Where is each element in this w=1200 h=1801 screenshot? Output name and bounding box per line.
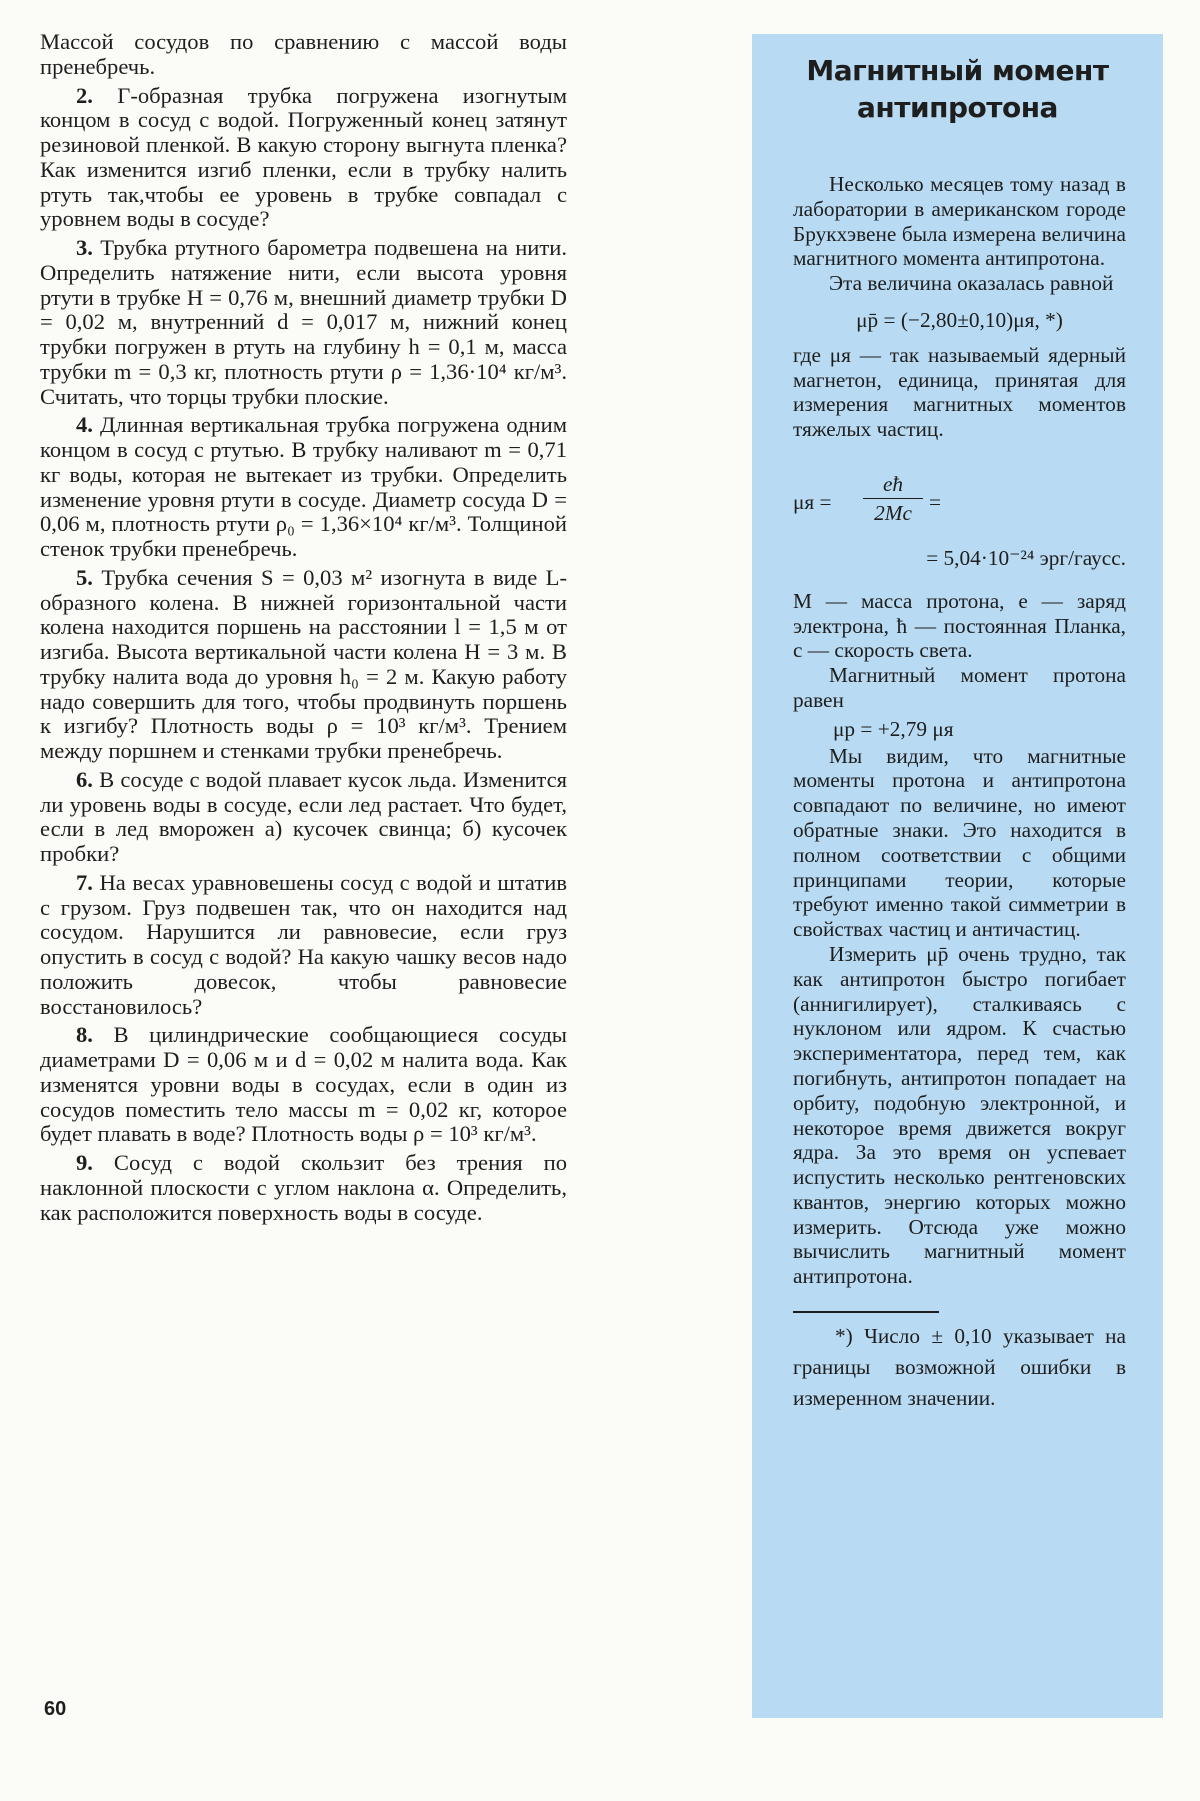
formula-proton-moment: μp = +2,79 μя: [833, 716, 954, 741]
problem-8: [40, 1023, 567, 1147]
problem-5: [40, 566, 567, 764]
sidebar-title-line-2: антипротона: [857, 91, 1058, 124]
page-number: 60: [44, 1698, 67, 1720]
problem-text: Длинная вертикальная трубка погружена одним концом в сосуд с ртутью. В трубку наливают m = 0,71 кг воды, которая не вытекает из трубки. Определить изменение уровня ртути в сосуде. Диаметр сосуда D = 0,06 м, плотность ртути ρ₀ = 1,36×10⁴ кг/м³. Толщиной стенок трубки пренебречь.: [40, 412, 567, 561]
problem-number: 4.: [76, 412, 93, 438]
formula-nuclear-magneton: [793, 470, 1126, 538]
fraction-numerator: eħ: [863, 470, 923, 499]
sidebar-paragraph-3: где μя — так называемый ядерный магнетон, единица, принятая для измерения магнитных моментов тяжелых частиц.: [793, 342, 1126, 442]
fraction-equals: =: [929, 489, 942, 514]
sidebar-paragraph-4: M — масса протона, e — заряд электрона, ħ — постоянная Планка, c — скорость света.: [793, 588, 1126, 663]
sidebar-paragraph-1: Несколько месяцев тому назад в лаборатории в американском городе Брукхэвене была измерена величина магнитного момента антипротона.: [793, 172, 1126, 271]
problem-text: Трубка ртутного барометра подвешена на нити. Определить натяжение нити, если высота уровня ртути в трубке H = 0,76 м, внешний диаметр трубки D = 0,02 м, внутренний d = 0,017 м, нижний конец трубки погружен в ртуть на глубину h = 0,1 м, масса трубки m = 0,3 кг, плотность ртути ρ = 1,36·10⁴ кг/м³. Считать, что торцы трубки плоские.: [40, 235, 567, 409]
fraction: [863, 470, 923, 527]
problem-number: 3.: [76, 235, 93, 260]
antiproton-sidebar: [752, 34, 1163, 1718]
sidebar-paragraph-6: Мы видим, что магнитные моменты протона и антипротона совпадают по величине, но имеют обратные знаки. Это находится в полном соответствии с общими принципами теории, которые требуют именно такой симметрии в свойствах частиц и античастиц.: [793, 743, 1126, 942]
problem-7: [40, 871, 567, 1020]
problem-text: В цилиндрические сообщающиеся сосуды диаметрами D = 0,06 м и d = 0,02 м налита вода. Как изменятся уровни воды в сосудах, если в один из сосудов поместить тело массы m = 0,02 кг, которое будет плавать в воде? Плотность воды ρ = 10³ кг/м³.: [40, 1022, 567, 1147]
problem-number: 8.: [76, 1022, 93, 1048]
sidebar-paragraph-2: Эта величина оказалась равной: [829, 271, 1114, 296]
footnote-divider: [793, 1311, 939, 1313]
problem-text: На весах уравновешены сосуд с водой и штатив с грузом. Груз подвешен так, что он находится над сосудом. Нарушится ли равновесие, если груз опустить в сосуд с водой? На какую чашку весов надо положить довесок, чтобы равновесие восстановилось?: [40, 869, 567, 1019]
sidebar-paragraph-5: Магнитный момент протона равен: [793, 663, 1126, 712]
problem-number: 6.: [76, 766, 93, 792]
problem-4: [40, 413, 567, 562]
sidebar-paragraph-7: Измерить μp̄ очень трудно, так как антипротон быстро погибает (аннигилирует), сталкиваясь с нуклоном или ядром. К счастью экспериментатора, перед тем, как погибнуть, антипротон попадает на орбиту, подобную электронной, и некоторое время движется вокруг ядра. За это время он успевает испустить несколько рентгеновских квантов, энергию которых можно измерить. Отсюда уже можно вычислить магнитный момент антипротона.: [793, 941, 1126, 1289]
intro-continuation: Массой сосудов по сравнению с массой воды пренебречь.: [40, 29, 567, 79]
problem-text: В сосуде с водой плавает кусок льда. Изменится ли уровень воды в сосуде, если лед растает. Что будет, если в лед вморожен а) кусочек свинца; б) кусочек пробки?: [40, 766, 567, 866]
sidebar-title-line-1: Магнитный момент: [806, 54, 1109, 87]
problem-number: 7.: [76, 869, 93, 895]
problem-number: 9.: [76, 1150, 93, 1175]
problem-number: 2.: [76, 82, 93, 108]
sidebar-title: [752, 52, 1163, 126]
formula-lhs: μя =: [793, 489, 832, 514]
fraction-denominator: 2Mc: [874, 500, 912, 525]
problem-text: Г-образная трубка погружена изогнутым концом в сосуд с водой. Погруженный конец затянут резиновой пленкой. В какую сторону выгнута пленка? Как изменится изгиб пленки, если в трубку налить ртуть так,чтобы ее уровень в трубке совпадал с уровнем воды в сосуде?: [40, 82, 567, 232]
problem-number: 5.: [76, 564, 93, 590]
problem-2: [40, 84, 567, 233]
problem-3: [40, 236, 567, 409]
problem-9: [40, 1151, 567, 1225]
sidebar-body: [793, 172, 1126, 1414]
problem-6: [40, 768, 567, 867]
problems-column: [40, 30, 567, 1225]
footnote: *) Число ± 0,10 указывает на границы возможной ошибки в измеренном значении.: [793, 1324, 1126, 1411]
problem-text: Трубка сечения S = 0,03 м² изогнута в виде L-образного колена. В нижней горизонтальной части колена находится поршень на расстоянии l = 1,5 м от изгиба. Высота вертикальной части колена H = 3 м. В трубку налита вода до уровня h₀ = 2 м. Какую работу надо совершить для того, чтобы продвинуть поршень к изгибу? Плотность воды ρ = 10³ кг/м³. Трением между поршнем и стенками трубки пренебречь.: [40, 564, 567, 763]
formula-antiproton-moment: μp̄ = (−2,80±0,10)μя, *): [856, 307, 1063, 332]
formula-magneton-value: = 5,04·10⁻²⁴ эрг/гаусс.: [926, 545, 1126, 570]
problem-text: Сосуд с водой скользит без трения по наклонной плоскости с углом наклона α. Определить, как расположится поверхность воды в сосуде.: [40, 1150, 567, 1225]
